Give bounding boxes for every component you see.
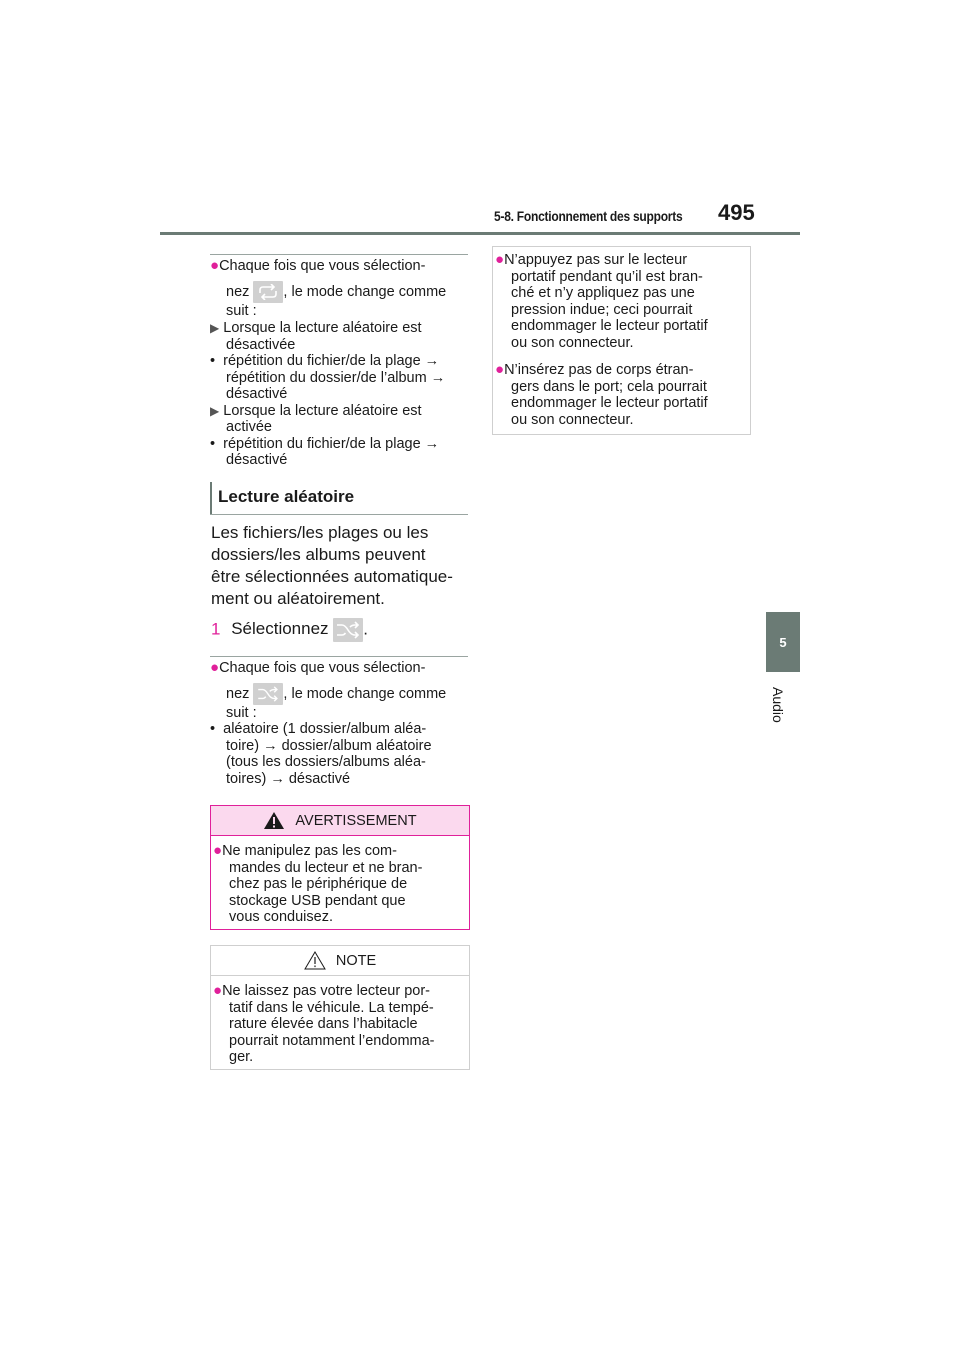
bullet-icon: ● xyxy=(213,842,223,859)
section-title: 5-8. Fonctionnement des supports xyxy=(494,208,683,224)
warning-header xyxy=(211,806,469,836)
text: nez xyxy=(226,283,250,300)
text: mandes du lecteur et ne bran- xyxy=(229,859,423,876)
text: Les fichiers/les plages ou les xyxy=(211,523,429,542)
text: répétition du fichier/de la plage → xyxy=(223,435,440,452)
text: répétition du dossier/de l’album → xyxy=(226,369,446,386)
dot-bullet-icon: • xyxy=(210,353,216,369)
bullet-icon: ● xyxy=(210,257,220,274)
chapter-label: Audio xyxy=(770,687,786,723)
text: vous conduisez. xyxy=(229,909,333,925)
text: désactivé xyxy=(226,386,288,402)
bullet-icon: ● xyxy=(495,361,505,378)
text: suit : xyxy=(226,302,257,319)
text: toires) → désactivé xyxy=(226,770,351,787)
text: désactivé xyxy=(226,452,288,468)
header-rule xyxy=(160,232,800,235)
text: toire) → dossier/album aléatoire xyxy=(226,737,432,754)
text: . xyxy=(363,619,369,639)
heading-rule xyxy=(210,514,468,515)
warning-title: AVERTISSEMENT xyxy=(295,812,417,829)
text: ger. xyxy=(229,1049,254,1065)
text: endommager le lecteur portatif xyxy=(511,318,708,334)
text: tatif dans le véhicule. La tempé- xyxy=(229,999,434,1016)
text: pression indue; ceci pourrait xyxy=(511,301,693,318)
text: aléatoire (1 dossier/album aléa- xyxy=(223,721,427,737)
text: portatif pendant qu’il est bran- xyxy=(511,268,703,285)
bullet-icon: ● xyxy=(213,982,223,999)
step-number: 1 xyxy=(211,619,221,639)
text: Ne laissez pas votre lecteur por- xyxy=(222,983,430,999)
caution-triangle-icon xyxy=(304,951,326,970)
text: Sélectionnez xyxy=(231,619,329,639)
text: , le mode change comme xyxy=(283,283,447,300)
chapter-number: 5 xyxy=(779,634,787,650)
repeat-note xyxy=(210,258,472,469)
triangle-bullet-icon: ▶ xyxy=(210,321,220,335)
text: Lorsque la lecture aléatoire est xyxy=(223,402,422,419)
note-box xyxy=(210,945,470,1070)
text: pourrait notamment l’endomma- xyxy=(229,1032,435,1049)
text: , le mode change comme xyxy=(283,685,447,702)
text: N’insérez pas de corps étran- xyxy=(504,362,694,378)
text: Lorsque la lecture aléatoire est xyxy=(223,320,422,336)
note-header xyxy=(211,946,469,976)
text: ou son connecteur. xyxy=(511,411,634,428)
text: répétition du fichier/de la plage → xyxy=(223,353,440,369)
text: ché et n’y appliquez pas une xyxy=(511,285,695,301)
text: stockage USB pendant que xyxy=(229,892,406,909)
section-heading: Lecture aléatoire xyxy=(218,487,355,506)
right-note-body xyxy=(493,247,750,428)
random-note xyxy=(210,660,472,787)
text: désactivée xyxy=(226,336,296,353)
text: chez pas le périphérique de xyxy=(229,876,408,892)
text: activée xyxy=(226,419,272,435)
shuffle-icon xyxy=(333,618,363,642)
bullet-icon: ● xyxy=(210,659,220,676)
text: (tous les dossiers/albums aléa- xyxy=(226,754,426,770)
chapter-tab xyxy=(766,612,800,672)
text: nez xyxy=(226,685,250,702)
shuffle-icon xyxy=(253,683,283,705)
text: Chaque fois que vous sélection- xyxy=(219,258,426,274)
text: dossiers/les albums peuvent xyxy=(211,545,426,564)
text: ou son connecteur. xyxy=(511,334,634,351)
text: être sélectionnées automatique- xyxy=(211,567,453,586)
warning-triangle-icon xyxy=(263,811,285,830)
warning-body xyxy=(211,836,469,926)
text: endommager le lecteur portatif xyxy=(511,395,708,411)
triangle-bullet-icon: ▶ xyxy=(210,403,220,418)
text: Chaque fois que vous sélection- xyxy=(219,660,426,676)
text: gers dans le port; cela pourrait xyxy=(511,378,707,395)
text: Ne manipulez pas les com- xyxy=(222,843,397,859)
repeat-icon xyxy=(253,281,283,303)
note-rule xyxy=(210,656,468,657)
page-number: 495 xyxy=(718,200,755,225)
bullet-icon: ● xyxy=(495,251,505,268)
text: suit : xyxy=(226,704,257,721)
text: N’appuyez pas sur le lecteur xyxy=(504,252,688,268)
dot-bullet-icon: • xyxy=(210,721,216,737)
text: ment ou aléatoirement. xyxy=(211,589,385,608)
note-body xyxy=(211,976,469,1066)
warning-box xyxy=(210,805,470,930)
text: rature élevée dans l’habitacle xyxy=(229,1016,418,1032)
step-1 xyxy=(211,618,368,642)
heading-bar xyxy=(210,482,212,514)
dot-bullet-icon: • xyxy=(210,435,216,452)
note-rule xyxy=(210,254,468,255)
right-note-box xyxy=(492,246,751,435)
note-title: NOTE xyxy=(335,952,377,969)
intro-paragraph xyxy=(211,522,453,610)
